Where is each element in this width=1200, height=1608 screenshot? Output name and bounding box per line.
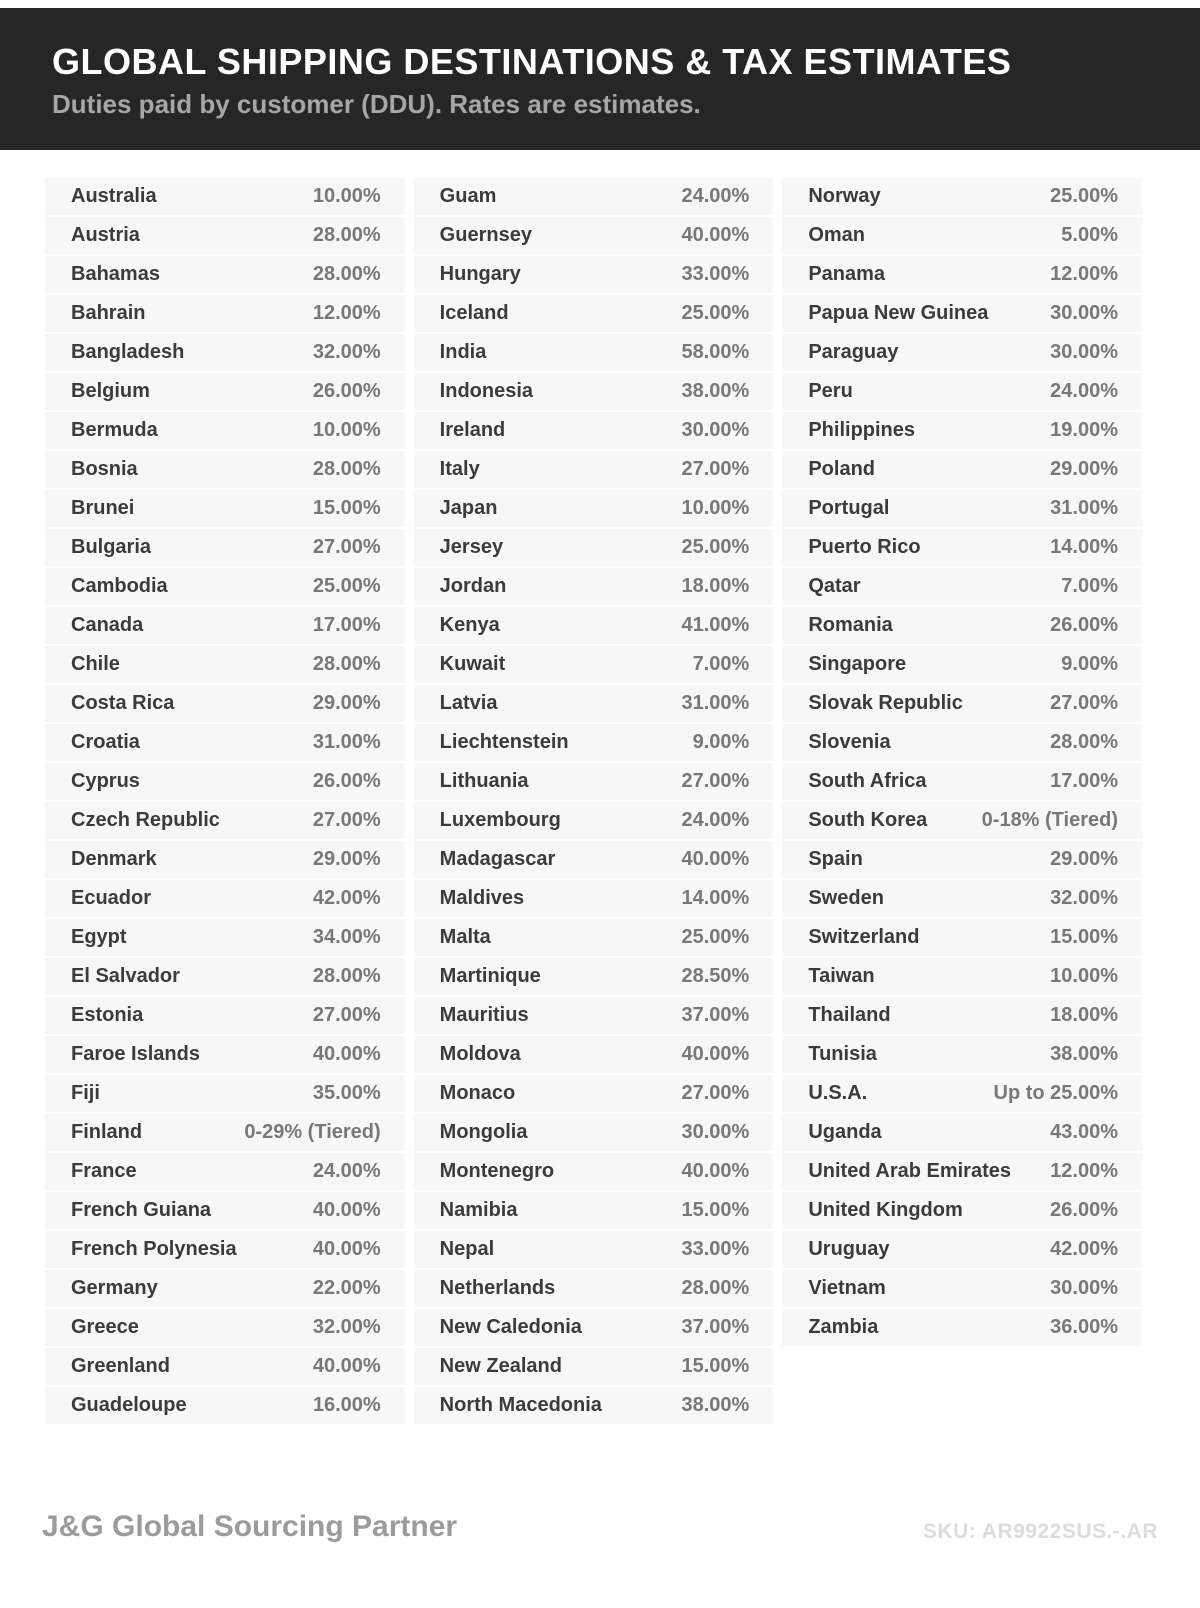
- table-row: [414, 880, 774, 917]
- table-row: [45, 490, 405, 527]
- table-row: [45, 217, 405, 254]
- country-name: Kuwait: [439, 653, 506, 675]
- table-row: [45, 958, 405, 995]
- tax-rate: 38.00%: [681, 1394, 750, 1416]
- tax-rate: 12.00%: [1050, 1160, 1119, 1182]
- tax-rate: 38.00%: [1050, 1043, 1119, 1065]
- country-name: Singapore: [808, 653, 907, 675]
- table-row: [45, 1231, 405, 1268]
- country-name: Slovak Republic: [808, 692, 963, 714]
- tax-rate: 17.00%: [1050, 770, 1119, 792]
- country-name: Portugal: [808, 497, 890, 519]
- table-row: [782, 724, 1142, 761]
- country-name: Qatar: [808, 575, 861, 597]
- country-name: Philippines: [808, 419, 916, 441]
- country-name: Monaco: [439, 1082, 516, 1104]
- tax-rate: 37.00%: [681, 1004, 750, 1026]
- table-row: [414, 841, 774, 878]
- tax-rate: 30.00%: [1050, 341, 1119, 363]
- country-name: Malta: [439, 926, 491, 948]
- table-row: [45, 1114, 405, 1151]
- tax-rate: 12.00%: [1050, 263, 1119, 285]
- table-row: [782, 1075, 1142, 1112]
- country-name: Greece: [71, 1316, 139, 1338]
- tax-rate: 15.00%: [681, 1199, 750, 1221]
- tax-rate: 40.00%: [681, 1043, 750, 1065]
- table-row: [414, 919, 774, 956]
- table-row: [414, 646, 774, 683]
- table-row: [45, 178, 405, 215]
- tax-rate: 29.00%: [312, 848, 381, 870]
- table-row: [414, 568, 774, 605]
- table-row: [414, 997, 774, 1034]
- tax-rate: 7.00%: [1061, 575, 1119, 597]
- table-row: [45, 529, 405, 566]
- tax-rate: 16.00%: [312, 1394, 381, 1416]
- country-name: Netherlands: [439, 1277, 556, 1299]
- table-row: [782, 1153, 1142, 1190]
- country-name: Slovenia: [808, 731, 891, 753]
- table-row: [782, 802, 1142, 839]
- table-row: [414, 958, 774, 995]
- country-name: Vietnam: [808, 1277, 886, 1299]
- table-row: [782, 841, 1142, 878]
- table-row: [45, 373, 405, 410]
- table-row: [782, 997, 1142, 1034]
- tax-rate: 27.00%: [681, 458, 750, 480]
- country-name: Hungary: [439, 263, 521, 285]
- tax-rate: 15.00%: [1050, 926, 1119, 948]
- country-name: Poland: [808, 458, 876, 480]
- country-name: Jersey: [439, 536, 504, 558]
- tax-rate: 26.00%: [312, 380, 381, 402]
- tax-rate: 42.00%: [1050, 1238, 1119, 1260]
- country-name: Estonia: [71, 1004, 144, 1026]
- tax-rate: 34.00%: [312, 926, 381, 948]
- table-row: [782, 646, 1142, 683]
- tax-rate: 31.00%: [681, 692, 750, 714]
- table-row: [414, 1387, 774, 1424]
- table-row: [782, 295, 1142, 332]
- sku-label: SKU: AR9922SUS.-.AR: [922, 1520, 1158, 1543]
- country-name: Switzerland: [808, 926, 920, 948]
- tax-rate: 26.00%: [1050, 614, 1119, 636]
- table-row: [45, 763, 405, 800]
- tax-rate: 25.00%: [681, 926, 750, 948]
- country-name: New Caledonia: [439, 1316, 582, 1338]
- table-row: [782, 1231, 1142, 1268]
- table-row: [45, 841, 405, 878]
- country-name: Ireland: [439, 419, 506, 441]
- tax-rate: 27.00%: [1050, 692, 1119, 714]
- country-name: Mongolia: [439, 1121, 528, 1143]
- table-row: [414, 451, 774, 488]
- tax-rate: 0-18% (Tiered): [981, 809, 1119, 831]
- tax-rate: 25.00%: [681, 302, 750, 324]
- table-row: [45, 802, 405, 839]
- table-row: [782, 763, 1142, 800]
- tax-rate: 28.00%: [312, 653, 381, 675]
- tax-rate: 24.00%: [1050, 380, 1119, 402]
- table-row: [45, 1270, 405, 1307]
- table-row: [782, 451, 1142, 488]
- tax-rate: 19.00%: [1050, 419, 1119, 441]
- page-title: GLOBAL SHIPPING DESTINATIONS & TAX ESTIMATES: [52, 41, 1012, 82]
- country-name: Indonesia: [439, 380, 534, 402]
- tax-rate: 14.00%: [681, 887, 750, 909]
- table-row: [45, 1153, 405, 1190]
- country-name: Austria: [71, 224, 140, 246]
- rate-column: [414, 178, 774, 1426]
- table-row: [414, 802, 774, 839]
- country-name: Panama: [808, 263, 886, 285]
- country-name: Faroe Islands: [71, 1043, 200, 1065]
- country-name: Cambodia: [71, 575, 168, 597]
- tax-rate: 27.00%: [681, 770, 750, 792]
- tax-rate: 18.00%: [681, 575, 750, 597]
- table-row: [414, 373, 774, 410]
- tax-rate: 10.00%: [1050, 965, 1119, 987]
- table-row: [782, 607, 1142, 644]
- country-name: Fiji: [71, 1082, 100, 1104]
- country-name: Czech Republic: [71, 809, 220, 831]
- country-name: Spain: [808, 848, 863, 870]
- table-row: [414, 217, 774, 254]
- tax-rate: 30.00%: [681, 419, 750, 441]
- table-row: [45, 1036, 405, 1073]
- country-name: United Kingdom: [808, 1199, 963, 1221]
- table-row: [414, 1036, 774, 1073]
- country-name: Bahrain: [71, 302, 146, 324]
- country-name: Oman: [808, 224, 866, 246]
- tax-rate: 27.00%: [312, 809, 381, 831]
- country-name: French Polynesia: [71, 1238, 237, 1260]
- tax-rate: 30.00%: [1050, 1277, 1119, 1299]
- tax-rate: 0-29% (Tiered): [244, 1121, 381, 1143]
- tax-rate: 32.00%: [1050, 887, 1119, 909]
- table-row: [414, 1153, 774, 1190]
- tax-rate: 5.00%: [1061, 224, 1119, 246]
- table-row: [782, 334, 1142, 371]
- country-name: Australia: [71, 185, 157, 207]
- rate-column: [45, 178, 405, 1426]
- table-row: [782, 880, 1142, 917]
- country-name: Taiwan: [808, 965, 875, 987]
- tax-rate: 24.00%: [681, 185, 750, 207]
- page-subtitle: Duties paid by customer (DDU). Rates are estimates.: [52, 89, 701, 119]
- rate-column: [782, 178, 1142, 1348]
- country-name: India: [439, 341, 487, 363]
- country-name: Luxembourg: [439, 809, 561, 831]
- table-row: [45, 568, 405, 605]
- country-name: Latvia: [439, 692, 498, 714]
- table-row: [414, 490, 774, 527]
- tax-rate: 31.00%: [1050, 497, 1119, 519]
- table-row: [414, 529, 774, 566]
- country-name: Germany: [71, 1277, 158, 1299]
- table-row: [414, 1075, 774, 1112]
- country-name: Uganda: [808, 1121, 882, 1143]
- tax-rate: 29.00%: [312, 692, 381, 714]
- table-row: [45, 295, 405, 332]
- table-row: [782, 1192, 1142, 1229]
- country-name: Ecuador: [71, 887, 152, 909]
- tax-rate: 40.00%: [312, 1043, 381, 1065]
- country-name: Greenland: [71, 1355, 170, 1377]
- tax-rate: 32.00%: [312, 341, 381, 363]
- tax-rate: 36.00%: [1050, 1316, 1119, 1338]
- table-row: [414, 295, 774, 332]
- country-name: Peru: [808, 380, 853, 402]
- table-row: [414, 412, 774, 449]
- tax-rate: 38.00%: [681, 380, 750, 402]
- tax-rate: 26.00%: [1050, 1199, 1119, 1221]
- country-name: El Salvador: [71, 965, 180, 987]
- tax-rate: 28.00%: [312, 965, 381, 987]
- tax-rate: 28.50%: [681, 965, 750, 987]
- tax-rate: 7.00%: [692, 653, 750, 675]
- table-row: [45, 724, 405, 761]
- tax-rate: 30.00%: [681, 1121, 750, 1143]
- country-name: Sweden: [808, 887, 884, 909]
- country-name: New Zealand: [439, 1355, 562, 1377]
- table-row: [45, 256, 405, 293]
- table-row: [45, 646, 405, 683]
- table-row: [414, 724, 774, 761]
- tax-rate: 29.00%: [1050, 458, 1119, 480]
- tax-rate: 28.00%: [681, 1277, 750, 1299]
- tax-rate: 17.00%: [312, 614, 381, 636]
- tax-rate: 10.00%: [681, 497, 750, 519]
- country-name: Bahamas: [71, 263, 160, 285]
- country-name: Puerto Rico: [808, 536, 921, 558]
- tax-rate: 28.00%: [1050, 731, 1119, 753]
- tax-rate: 10.00%: [312, 419, 381, 441]
- tax-rate: 12.00%: [312, 302, 381, 324]
- country-name: Chile: [71, 653, 120, 675]
- table-row: [782, 1309, 1142, 1346]
- country-name: Martinique: [439, 965, 541, 987]
- table-row: [414, 178, 774, 215]
- rates-table: [0, 150, 1200, 1426]
- country-name: France: [71, 1160, 137, 1182]
- table-row: [45, 607, 405, 644]
- tax-rate: 28.00%: [312, 458, 381, 480]
- country-name: Namibia: [439, 1199, 518, 1221]
- table-row: [45, 1309, 405, 1346]
- tax-rate: 9.00%: [692, 731, 750, 753]
- brand-name: J&G Global Sourcing Partner: [42, 1510, 458, 1543]
- table-row: [782, 256, 1142, 293]
- tax-rate: 24.00%: [681, 809, 750, 831]
- table-row: [414, 334, 774, 371]
- tax-rate: 27.00%: [312, 536, 381, 558]
- tax-rate: 15.00%: [312, 497, 381, 519]
- tax-rate: 58.00%: [681, 341, 750, 363]
- country-name: Papua New Guinea: [808, 302, 989, 324]
- tax-rate: 40.00%: [312, 1238, 381, 1260]
- country-name: Bangladesh: [71, 341, 185, 363]
- tax-rate: 31.00%: [312, 731, 381, 753]
- country-name: Bosnia: [71, 458, 138, 480]
- table-row: [45, 334, 405, 371]
- country-name: Belgium: [71, 380, 150, 402]
- tax-rate: 22.00%: [312, 1277, 381, 1299]
- country-name: Jordan: [439, 575, 507, 597]
- table-row: [414, 1192, 774, 1229]
- table-row: [782, 1036, 1142, 1073]
- table-row: [414, 607, 774, 644]
- tax-rate: 40.00%: [681, 1160, 750, 1182]
- country-name: Japan: [439, 497, 498, 519]
- table-row: [782, 1114, 1142, 1151]
- table-row: [45, 997, 405, 1034]
- tax-rate: Up to 25.00%: [993, 1082, 1119, 1104]
- tax-rate: 27.00%: [312, 1004, 381, 1026]
- country-name: Tunisia: [808, 1043, 877, 1065]
- table-row: [782, 568, 1142, 605]
- page-header: [0, 8, 1200, 150]
- tax-rate: 28.00%: [312, 263, 381, 285]
- table-row: [782, 217, 1142, 254]
- country-name: Moldova: [439, 1043, 521, 1065]
- country-name: Uruguay: [808, 1238, 890, 1260]
- country-name: Denmark: [71, 848, 157, 870]
- table-row: [45, 1348, 405, 1385]
- table-row: [45, 919, 405, 956]
- tax-rate: 28.00%: [312, 224, 381, 246]
- tax-rate: 10.00%: [312, 185, 381, 207]
- tax-rate: 33.00%: [681, 1238, 750, 1260]
- table-row: [782, 490, 1142, 527]
- tax-rate: 25.00%: [681, 536, 750, 558]
- table-row: [782, 412, 1142, 449]
- tax-rate: 40.00%: [312, 1199, 381, 1221]
- tax-rate: 43.00%: [1050, 1121, 1119, 1143]
- tax-rate: 35.00%: [312, 1082, 381, 1104]
- tax-rate: 15.00%: [681, 1355, 750, 1377]
- table-row: [782, 178, 1142, 215]
- table-row: [782, 1270, 1142, 1307]
- country-name: Italy: [439, 458, 480, 480]
- table-row: [45, 1387, 405, 1424]
- table-row: [45, 412, 405, 449]
- tax-rate: 24.00%: [312, 1160, 381, 1182]
- tax-rate: 26.00%: [312, 770, 381, 792]
- tax-rate: 25.00%: [312, 575, 381, 597]
- page-footer: [0, 1510, 1200, 1544]
- country-name: Brunei: [71, 497, 135, 519]
- table-row: [414, 763, 774, 800]
- table-row: [782, 958, 1142, 995]
- country-name: North Macedonia: [439, 1394, 602, 1416]
- country-name: Iceland: [439, 302, 509, 324]
- tax-rate: 40.00%: [681, 224, 750, 246]
- country-name: U.S.A.: [808, 1082, 868, 1104]
- table-row: [45, 1192, 405, 1229]
- country-name: Bulgaria: [71, 536, 152, 558]
- country-name: Costa Rica: [71, 692, 175, 714]
- country-name: Madagascar: [439, 848, 556, 870]
- tax-rate: 33.00%: [681, 263, 750, 285]
- country-name: Liechtenstein: [439, 731, 569, 753]
- country-name: United Arab Emirates: [808, 1160, 1011, 1182]
- table-row: [782, 685, 1142, 722]
- country-name: Thailand: [808, 1004, 891, 1026]
- country-name: Mauritius: [439, 1004, 529, 1026]
- country-name: South Korea: [808, 809, 928, 831]
- tax-rate: 29.00%: [1050, 848, 1119, 870]
- country-name: Montenegro: [439, 1160, 555, 1182]
- country-name: Norway: [808, 185, 881, 207]
- table-row: [45, 1075, 405, 1112]
- tax-rate: 37.00%: [681, 1316, 750, 1338]
- country-name: Canada: [71, 614, 144, 636]
- table-row: [782, 529, 1142, 566]
- country-name: Cyprus: [71, 770, 140, 792]
- tax-rate: 32.00%: [312, 1316, 381, 1338]
- country-name: French Guiana: [71, 1199, 212, 1221]
- table-row: [414, 1309, 774, 1346]
- tax-rate: 9.00%: [1061, 653, 1119, 675]
- tax-rate: 40.00%: [312, 1355, 381, 1377]
- table-row: [45, 451, 405, 488]
- tax-rate: 27.00%: [681, 1082, 750, 1104]
- table-row: [414, 1270, 774, 1307]
- table-row: [414, 1231, 774, 1268]
- country-name: Lithuania: [439, 770, 529, 792]
- table-row: [414, 256, 774, 293]
- tax-rate: 14.00%: [1050, 536, 1119, 558]
- country-name: Egypt: [71, 926, 127, 948]
- country-name: Croatia: [71, 731, 140, 753]
- table-row: [782, 919, 1142, 956]
- table-row: [782, 373, 1142, 410]
- country-name: Guam: [439, 185, 497, 207]
- country-name: Guadeloupe: [71, 1394, 187, 1416]
- country-name: South Africa: [808, 770, 927, 792]
- tax-rate: 42.00%: [312, 887, 381, 909]
- tax-rate: 41.00%: [681, 614, 750, 636]
- table-row: [414, 1114, 774, 1151]
- table-row: [414, 1348, 774, 1385]
- country-name: Kenya: [439, 614, 500, 636]
- tax-rate: 25.00%: [1050, 185, 1119, 207]
- tax-rate: 30.00%: [1050, 302, 1119, 324]
- country-name: Guernsey: [439, 224, 532, 246]
- country-name: Bermuda: [71, 419, 158, 441]
- tax-rate: 40.00%: [681, 848, 750, 870]
- country-name: Romania: [808, 614, 893, 636]
- country-name: Finland: [71, 1121, 143, 1143]
- tax-rate: 18.00%: [1050, 1004, 1119, 1026]
- table-row: [45, 685, 405, 722]
- country-name: Nepal: [439, 1238, 495, 1260]
- table-row: [45, 880, 405, 917]
- country-name: Zambia: [808, 1316, 879, 1338]
- table-row: [414, 685, 774, 722]
- country-name: Paraguay: [808, 341, 899, 363]
- country-name: Maldives: [439, 887, 525, 909]
